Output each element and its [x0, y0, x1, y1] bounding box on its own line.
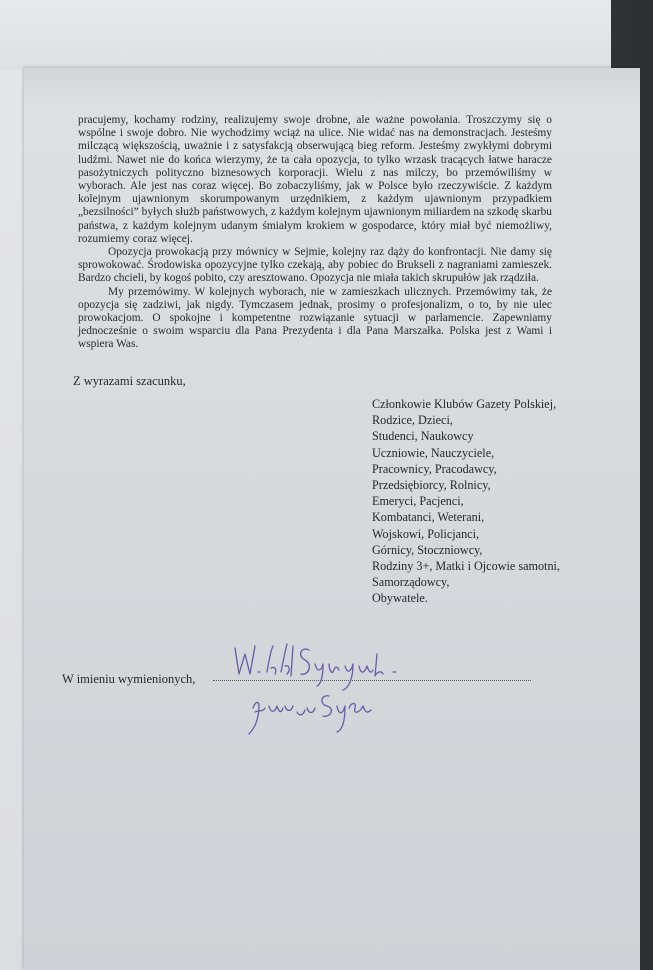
- folder-top-edge: [0, 0, 611, 70]
- signatory-line: Kombatanci, Weterani,: [372, 510, 485, 525]
- signatory-line: Studenci, Naukowcy: [372, 429, 474, 444]
- signatories-list: [372, 396, 612, 607]
- signatory-line: Uczniowie, Nauczyciele,: [372, 445, 495, 460]
- signatory-line: Rodziny 3+, Matki i Ojcowie samotni,: [372, 559, 560, 574]
- signatory-line: Pracownicy, Pracodawcy,: [372, 461, 497, 476]
- signatory-line: Emeryci, Pacjenci,: [372, 494, 464, 509]
- paragraph-3: My przemówimy. W kolejnych wyborach, nie w zamieszkach ulicznych. Przemówimy tak, że opozycja się zadziwi, jak nigdy. Tymczasem jednak, prosimy o profesjonalizm, o to, by nie ulec prowokacjom. O spokojne i kompetentne rozwiązanie sytuacji w parlamencie. Zapewniamy jednocześnie o swoim wsparciu dla Pana Prezydenta i dla Pana Marszałka. Polska jest z Wami i wspiera Was.: [78, 285, 552, 351]
- page-shadow: [24, 68, 640, 108]
- signatory-line: Samorządowcy,: [372, 575, 450, 590]
- paragraph-2: Opozycja prowokacją przy mównicy w Sejmie, kolejny raz dąży do konfrontacji. Nie damy się sprowokować. Środowiska opozycyjne tylko czekają, aby pobiec do Brukseli z nagraniami zamieszek. Bardzo chcieli, by kogoś pobito, czy aresztowano. Opozycja nie miała takich skrupułów jak rządziła.: [78, 246, 552, 285]
- signatory-line: Obywatele.: [372, 591, 428, 606]
- signatory-line: Górnicy, Stoczniowcy,: [372, 542, 483, 557]
- paragraph-1: pracujemy, kochamy rodziny, realizujemy swoje drobne, ale ważne powołania. Troszczymy się o wspólne i swoje dobro. Nie wychodzimy wciąż na ulice. Nie widać nas na demonstracjach. Jesteśmy milczącą większością, uważnie i z satysfakcją obserwującą bieg reform. Jesteśmy zwykłymi dobrymi ludźmi. Nawet nie do końca wierzymy, że ta cała opozycja, to tylko wrzask tracących łatwe haracze pasożytniczych polityczno biznesowych korporacji. Wielu z nas milczy, bo przemówiliśmy w wyborach. Ale jest nas coraz więcej. Bo zobaczyliśmy, jak w Polsce było rzeczywiście. Z każdym kolejnym ujawnionym skorumpowanym urzędnikiem, z każdym ujawnionym przypadkiem „bezsilności” byłych służb państwowych, z każdym kolejnym ujawnionym miliardem na szkodę skarbu państwa, z każdym kolejnym udanym śmiałym krokiem w gospodarce, który miał być niemożliwy, rozumiemy coraz więcej.: [78, 114, 552, 245]
- sign-on-behalf-label: W imieniu wymienionych,: [62, 672, 196, 686]
- closing-salutation: Z wyrazami szacunku,: [73, 374, 186, 388]
- signatory-line: Przedsiębiorcy, Rolnicy,: [372, 478, 491, 493]
- signatory-line: Wojskowi, Policjanci,: [372, 526, 480, 541]
- signatory-line: Członkowie Klubów Gazety Polskiej,: [372, 397, 557, 411]
- handwritten-signature: [225, 636, 425, 740]
- letter-body: [78, 114, 552, 352]
- signatory-line: Rodzice, Dzieci,: [372, 413, 453, 428]
